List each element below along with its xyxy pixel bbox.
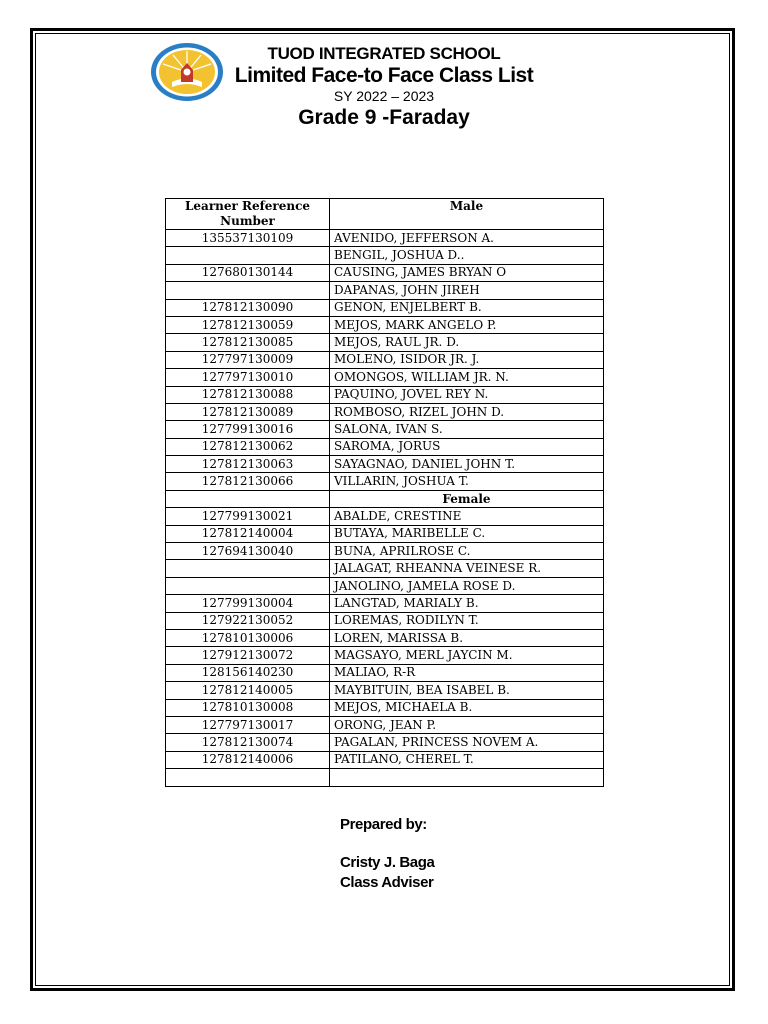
lrn-cell: 127799130016	[166, 421, 330, 438]
lrn-cell	[166, 282, 330, 299]
table-row	[166, 421, 604, 438]
table-row	[166, 664, 604, 681]
lrn-cell: 127812130074	[166, 734, 330, 751]
learner-name-cell: MAYBITUIN, BEA ISABEL B.	[330, 682, 604, 699]
learner-name-cell: MOLENO, ISIDOR JR. J.	[330, 351, 604, 368]
female-section-label: Female	[330, 490, 604, 507]
learner-name-cell: SAYAGNAO, DANIEL JOHN T.	[330, 456, 604, 473]
lrn-cell: 127812140006	[166, 751, 330, 768]
lrn-cell	[166, 490, 330, 507]
lrn-cell	[166, 577, 330, 594]
class-list-body	[166, 230, 604, 787]
lrn-column-header: Learner Reference Number	[166, 199, 330, 230]
lrn-cell: 127812130088	[166, 386, 330, 403]
lrn-cell: 127799130021	[166, 508, 330, 525]
learner-name-cell: MALIAO, R-R	[330, 664, 604, 681]
lrn-cell	[166, 560, 330, 577]
learner-name-cell: PAQUINO, JOVEL REY N.	[330, 386, 604, 403]
table-row	[166, 577, 604, 594]
table-row	[166, 299, 604, 316]
lrn-cell: 127812130066	[166, 473, 330, 490]
table-row	[166, 595, 604, 612]
table-row	[166, 751, 604, 768]
learner-name-cell: SAROMA, JORUS	[330, 438, 604, 455]
section-title: Grade 9 -Faraday	[298, 106, 470, 129]
empty-cell	[330, 769, 604, 786]
table-row	[166, 247, 604, 264]
male-column-header: Male	[330, 199, 604, 230]
adviser-name: Cristy J. Baga	[340, 854, 435, 871]
document-title: Limited Face-to Face Class List	[234, 64, 534, 87]
learner-name-cell: BENGIL, JOSHUA D..	[330, 247, 604, 264]
table-row	[166, 386, 604, 403]
table-row	[166, 351, 604, 368]
table-row	[166, 508, 604, 525]
table-row	[166, 560, 604, 577]
learner-name-cell: AVENIDO, JEFFERSON A.	[330, 230, 604, 247]
lrn-cell: 127812140004	[166, 525, 330, 542]
learner-name-cell: LOREMAS, RODILYN T.	[330, 612, 604, 629]
table-row	[166, 647, 604, 664]
lrn-cell: 127812130059	[166, 316, 330, 333]
lrn-cell: 127810130006	[166, 629, 330, 646]
table-row	[166, 438, 604, 455]
lrn-cell	[166, 247, 330, 264]
table-row	[166, 525, 604, 542]
lrn-cell: 127812130090	[166, 299, 330, 316]
empty-row	[166, 769, 604, 786]
table-row	[166, 612, 604, 629]
learner-name-cell: MEJOS, MARK ANGELO P.	[330, 316, 604, 333]
lrn-cell: 127694130040	[166, 543, 330, 560]
empty-cell	[166, 769, 330, 786]
learner-name-cell: CAUSING, JAMES BRYAN O	[330, 264, 604, 281]
learner-name-cell: ABALDE, CRESTINE	[330, 508, 604, 525]
lrn-cell: 128156140230	[166, 664, 330, 681]
table-row	[166, 543, 604, 560]
learner-name-cell: SALONA, IVAN S.	[330, 421, 604, 438]
table-row	[166, 334, 604, 351]
table-header-row	[166, 199, 604, 230]
table-row	[166, 629, 604, 646]
table-row	[166, 734, 604, 751]
lrn-cell: 127812130062	[166, 438, 330, 455]
learner-name-cell: JALAGAT, RHEANNA VEINESE R.	[330, 560, 604, 577]
learner-name-cell: GENON, ENJELBERT B.	[330, 299, 604, 316]
table-row	[166, 282, 604, 299]
learner-name-cell: MEJOS, MICHAELA B.	[330, 699, 604, 716]
table-row	[166, 264, 604, 281]
learner-name-cell: ROMBOSO, RIZEL JOHN D.	[330, 403, 604, 420]
lrn-cell: 127797130009	[166, 351, 330, 368]
table-row	[166, 473, 604, 490]
learner-name-cell: LANGTAD, MARIALY B.	[330, 595, 604, 612]
lrn-cell: 127799130004	[166, 595, 330, 612]
learner-name-cell: BUTAYA, MARIBELLE C.	[330, 525, 604, 542]
learner-name-cell: PAGALAN, PRINCESS NOVEM A.	[330, 734, 604, 751]
table-row	[166, 230, 604, 247]
lrn-cell: 135537130109	[166, 230, 330, 247]
learner-name-cell: LOREN, MARISSA B.	[330, 629, 604, 646]
table-row	[166, 369, 604, 386]
table-row	[166, 699, 604, 716]
lrn-cell: 127812130085	[166, 334, 330, 351]
school-year: SY 2022 – 2023	[333, 88, 435, 104]
learner-name-cell: VILLARIN, JOSHUA T.	[330, 473, 604, 490]
table-row	[166, 456, 604, 473]
learner-name-cell: MEJOS, RAUL JR. D.	[330, 334, 604, 351]
lrn-cell: 127922130052	[166, 612, 330, 629]
table-row	[166, 716, 604, 733]
learner-name-cell: JANOLINO, JAMELA ROSE D.	[330, 577, 604, 594]
learner-name-cell: OMONGOS, WILLIAM JR. N.	[330, 369, 604, 386]
learner-name-cell: DAPANAS, JOHN JIREH	[330, 282, 604, 299]
class-list-table	[165, 198, 604, 787]
female-section-row	[166, 490, 604, 507]
lrn-cell: 127812130089	[166, 403, 330, 420]
lrn-cell: 127912130072	[166, 647, 330, 664]
lrn-cell: 127680130144	[166, 264, 330, 281]
learner-name-cell: PATILANO, CHEREL T.	[330, 751, 604, 768]
learner-name-cell: MAGSAYO, MERL JAYCIN M.	[330, 647, 604, 664]
adviser-role: Class Adviser	[340, 874, 434, 891]
table-row	[166, 682, 604, 699]
learner-name-cell: ORONG, JEAN P.	[330, 716, 604, 733]
lrn-cell: 127812130063	[166, 456, 330, 473]
learner-name-cell: BUNA, APRILROSE C.	[330, 543, 604, 560]
prepared-by-label: Prepared by:	[340, 816, 427, 833]
lrn-cell: 127797130017	[166, 716, 330, 733]
school-name: TUOD INTEGRATED SCHOOL	[267, 44, 501, 63]
lrn-cell: 127797130010	[166, 369, 330, 386]
lrn-cell: 127812140005	[166, 682, 330, 699]
table-row	[166, 316, 604, 333]
table-row	[166, 403, 604, 420]
lrn-cell: 127810130008	[166, 699, 330, 716]
